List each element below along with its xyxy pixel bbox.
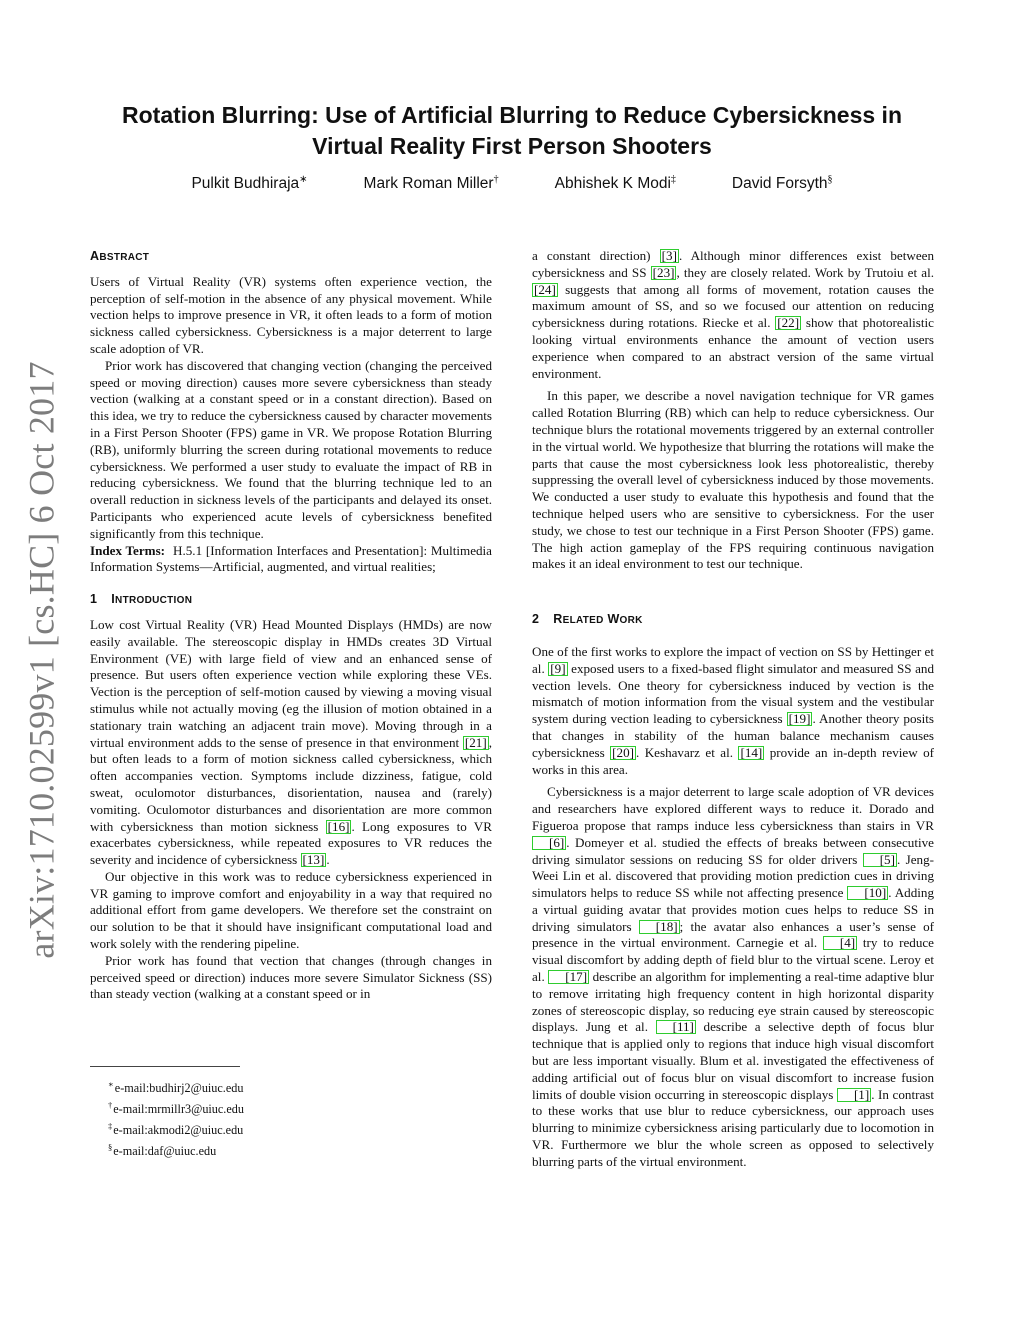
- text-run: exposed users to a fixed-based flight simulator and measured SS and vection levels. One theory for cybersickness induced by vection is the mismatch of motion information from the visual system and the vestibular system during vection leading to cybersickness: [532, 660, 934, 727]
- footnote-email: e-mail:akmodi2@uiuc.edu: [113, 1123, 244, 1138]
- citation-link[interactable]: [10]: [847, 886, 888, 900]
- citation-link[interactable]: [21]: [464, 734, 487, 750]
- text-run: .: [326, 852, 330, 868]
- author-mark: ‡: [670, 174, 676, 185]
- abstract-heading: [90, 248, 492, 267]
- citation-link[interactable]: [16]: [327, 818, 350, 834]
- intro-paragraph: Our objective in this work was to reduce cybersickness experienced in VR gaming to improve comfort and enjoyability in a way that required no additional effort from game developers. We therefore set the constraint on our solution to be that it should have insignificant computational load and work solely with the rendering pipeline.: [90, 868, 492, 952]
- citation-link[interactable]: [14]: [740, 744, 763, 760]
- author-name: David Forsyth: [731, 175, 828, 193]
- index-terms-label: Index Terms:: [90, 542, 166, 558]
- footnote-rule: [90, 1066, 240, 1067]
- author: [364, 174, 499, 193]
- heading-rest: ORK: [619, 615, 643, 627]
- text-run: . Another theory posits that changes in stability of the human balance mechanism causes cybersickness: [532, 711, 934, 760]
- text-run: . Jeng-Weei Lin et al. discovered that providing motion prediction cues in driving simulators helps to reduce SS while not affecting presence: [532, 851, 934, 901]
- intro-paragraph: [90, 617, 492, 869]
- author: [732, 174, 833, 193]
- footnote-mark: §: [108, 1142, 113, 1153]
- text-run: One of the first works to explore the impact of vection on SS by Hettinger et al.: [532, 643, 934, 676]
- text-run: suggests that among all forms of movement, rotation causes the maximum amount of SS, and so we focused our attention on reducing cybersickness during rotations. Riecke et al.: [532, 281, 934, 331]
- text-run: a constant direction): [532, 248, 660, 263]
- footnote-email: e-mail:budhirj2@uiuc.edu: [114, 1081, 244, 1096]
- heading-initial: A: [90, 249, 100, 263]
- index-terms: [90, 543, 492, 577]
- text-run: describe an algorithm for implementing a real-time adaptive blur to remove irritating high frequency content in high horizontal disparity zones of stereoscopic display, so reducing eye strain caused by stereoscopic displays. Jung et al.: [532, 969, 934, 1035]
- section-number: 1: [90, 592, 98, 607]
- text-run: , but often leads to a form of motion sickness called cybersickness, which often accompanies vection. Symptoms include dizziness, fatigue, cold sweat, oculomotor disturbances, disorientation, nausea and (rarely) vomiting. Oculomotor disturbances and disorientation are more common with cybersickness than motion sickness: [90, 734, 492, 834]
- arxiv-stamp-text: arXiv:1710.02599v1 [cs.HC] 6 Oct 2017: [22, 361, 63, 959]
- text-run: try to reduce visual discomfort by adding depth of field blur to the virtual scene. Leroy et al.: [532, 935, 934, 985]
- citation-link[interactable]: [1]: [837, 1088, 871, 1102]
- citation-link[interactable]: [11]: [656, 1020, 696, 1034]
- left-column: [90, 248, 492, 1003]
- citation-link[interactable]: [19]: [788, 711, 811, 727]
- text-run: Cybersickness is a major deterrent to large scale adoption of VR devices and researchers have explored different ways to reduce it. Dorado and Figueroa propose that ramps induce less cybersickness than stairs in VR: [532, 784, 934, 833]
- citation-link[interactable]: [22]: [777, 315, 800, 331]
- body-paragraph: [532, 248, 934, 382]
- author-name: Abhishek K Modi: [554, 175, 671, 193]
- text-run: . Although minor differences exist between cybersickness and SS: [532, 248, 934, 280]
- author-list: [70, 174, 954, 193]
- index-terms-text: H.5.1 [Information Interfaces and Presentation]: Multimedia Information Systems—Artificial, augmented, and virtual realities;: [90, 542, 492, 575]
- text-run: describe a selective depth of focus blur technique that is applied only to regions that induce high visual discomfort but are less important visually. Blum et al. investigated the effectiveness of adding artificial out of focus blur on visual discomfort to increase fusion limits of double vision occurring in stereoscopic displays: [532, 1019, 934, 1102]
- title-line-2: Virtual Reality First Person Shooters: [312, 133, 712, 159]
- author-name: Pulkit Budhiraja: [191, 175, 300, 193]
- citation-link[interactable]: [4]: [823, 936, 857, 950]
- heading-rest: NTRODUCTION: [115, 595, 193, 607]
- citation-link[interactable]: [20]: [612, 744, 634, 760]
- citation-link[interactable]: [17]: [548, 970, 589, 984]
- footnote-email: e-mail:daf@uiuc.edu: [113, 1144, 217, 1159]
- citation-link[interactable]: [9]: [550, 660, 566, 676]
- footnote: [108, 1139, 244, 1160]
- text-run: show that photorealistic looking virtual environments enhance the amount of vection users experience when compared to an abstract version of the same virtual environment.: [532, 315, 934, 381]
- section-number: 2: [532, 612, 540, 627]
- text-run: . In contrast to these works that use blur to reduce cybersickness, our approach uses blurring to minimize cybersickness arising particularly due to locomotion in VR. Furthermore we blur the whole screen as opposed to selectively blurring parts of the virtual environment.: [532, 1086, 934, 1169]
- text-run: ; the avatar also enhances a user’s sense of presence in the virtual environment. Carnegie et al.: [532, 918, 934, 951]
- footnote: [108, 1076, 244, 1097]
- arxiv-stamp: [20, 360, 64, 960]
- footnotes: [108, 1076, 244, 1160]
- heading-rest: ELATED: [562, 615, 604, 627]
- author-mark: ∗: [299, 174, 308, 185]
- title-line-1: Rotation Blurring: Use of Artificial Blurring to Reduce Cybersickness in: [122, 102, 902, 128]
- author-mark: §: [827, 174, 833, 185]
- text-run: , they are closely related. Work by Trutoiu et al.: [676, 264, 934, 280]
- author: [555, 174, 676, 193]
- intro-paragraph: Prior work has found that vection that changes (through changes in perceived speed or direction) induces more severe Simulator Sickness (SS) than steady vection (walking at a constant speed or in: [90, 952, 492, 1002]
- related-work-heading: [532, 611, 934, 630]
- heading-rest: BSTRACT: [99, 252, 150, 263]
- text-run: . Adding a virtual guiding avatar that provides motion cues helps to reduce SS in driving simulators: [532, 885, 934, 934]
- citation-link[interactable]: [13]: [302, 852, 325, 868]
- footnote-email: e-mail:mrmillr3@uiuc.edu: [113, 1102, 244, 1117]
- abstract-paragraph: Users of Virtual Reality (VR) systems often experience vection, the perception of self-motion in the absence of any physical movement. While vection helps to improve presence in VR, it often leads to a form of motion sickness called cybersickness. Cybersickness is a major deterrent to large scale adoption of VR.: [90, 273, 492, 356]
- footnote: [108, 1118, 244, 1139]
- citation-link[interactable]: [18]: [639, 920, 680, 934]
- author-mark: †: [493, 174, 499, 185]
- related-paragraph: [532, 644, 934, 778]
- text-run: . Domeyer et al. studied the effects of breaks between consecutive driving simulator sessions on reducing SS for older drivers: [532, 834, 934, 867]
- footnote-mark: †: [108, 1100, 113, 1111]
- text-run: provide an in-depth review of works in this area.: [532, 744, 935, 777]
- right-column: [532, 248, 934, 1171]
- citation-link[interactable]: [6]: [532, 836, 566, 850]
- paper-title: [70, 100, 954, 162]
- heading-initial: I: [111, 592, 116, 607]
- citation-link[interactable]: [23]: [652, 264, 675, 280]
- abstract-paragraph: Prior work has discovered that changing vection (changing the perceived speed or moving direction) causes more severe cybersickness than steady vection (walking at a constant speed or in a constant direction). Based on this idea, we try to reduce the cybersickness caused by character movements in a First Person Shooter (FPS) game in VR. We propose Rotation Blurring (RB), uniformly blurring the screen during rotational movements to reduce cybersickness. We performed a user study to evaluate the impact of RB in reducing cybersickness. We found that the blurring technique led to an overall reduction in sickness levels of the participants and delayed its onset. Participants who experienced acute levels of cybersickness benefited significantly from this technique.: [90, 357, 492, 541]
- related-paragraph: [532, 784, 934, 1170]
- text-run: Low cost Virtual Reality (VR) Head Mounted Displays (HMDs) are now easily available. The stereoscopic display in HMDs creates 3D Virtual Environment (VE) with large field of view and an enhanced sense of presence. But users often experience vection while exploring these VEs. Vection is the perception of self-motion caused by viewing a moving visual stimulus while not actually moving (eg the illusion of motion obtained in a stationary train watching an adjacent train move). Moving through in a virtual environment adds to the sense of presence in that environment: [90, 616, 492, 750]
- heading-initial: W: [607, 612, 620, 627]
- citation-link[interactable]: [24]: [534, 281, 556, 297]
- text-run: . Long exposures to VR exacerbates cybersickness, while repeated exposures to VR reduces the severity and incidence of cybersickness: [90, 818, 492, 868]
- author: [191, 174, 307, 193]
- citation-link[interactable]: [3]: [661, 248, 677, 263]
- footnote-mark: ‡: [108, 1121, 113, 1132]
- citation-link[interactable]: [5]: [863, 853, 897, 867]
- heading-initial: R: [553, 612, 563, 627]
- author-name: Mark Roman Miller: [363, 175, 494, 193]
- body-paragraph: In this paper, we describe a novel navigation technique for VR games called Rotation Blurring (RB) which can help to reduce cybersickness. Our technique blurs the rotational movements triggered by an external controller in the virtual world. We hypothesize that blurring the rotations will make the parts that cause the most cybersickness look less photorealistic, thereby suppressing the overall level of cybersickness induced by those movements. We conducted a user study to evaluate this hypothesis and found that the technique helped users who are sensitive to cybersickness. For the user study, we chose to test our technique in a First Person Shooter (FPS) game. The high action gameplay of the FPS requiring continuous navigation makes it an ideal environment to test our technique.: [532, 388, 934, 572]
- footnote: [108, 1097, 244, 1118]
- intro-heading: [90, 591, 492, 610]
- footnote-mark: ∗: [108, 1079, 114, 1089]
- text-run: . Keshavarz et al.: [636, 744, 739, 760]
